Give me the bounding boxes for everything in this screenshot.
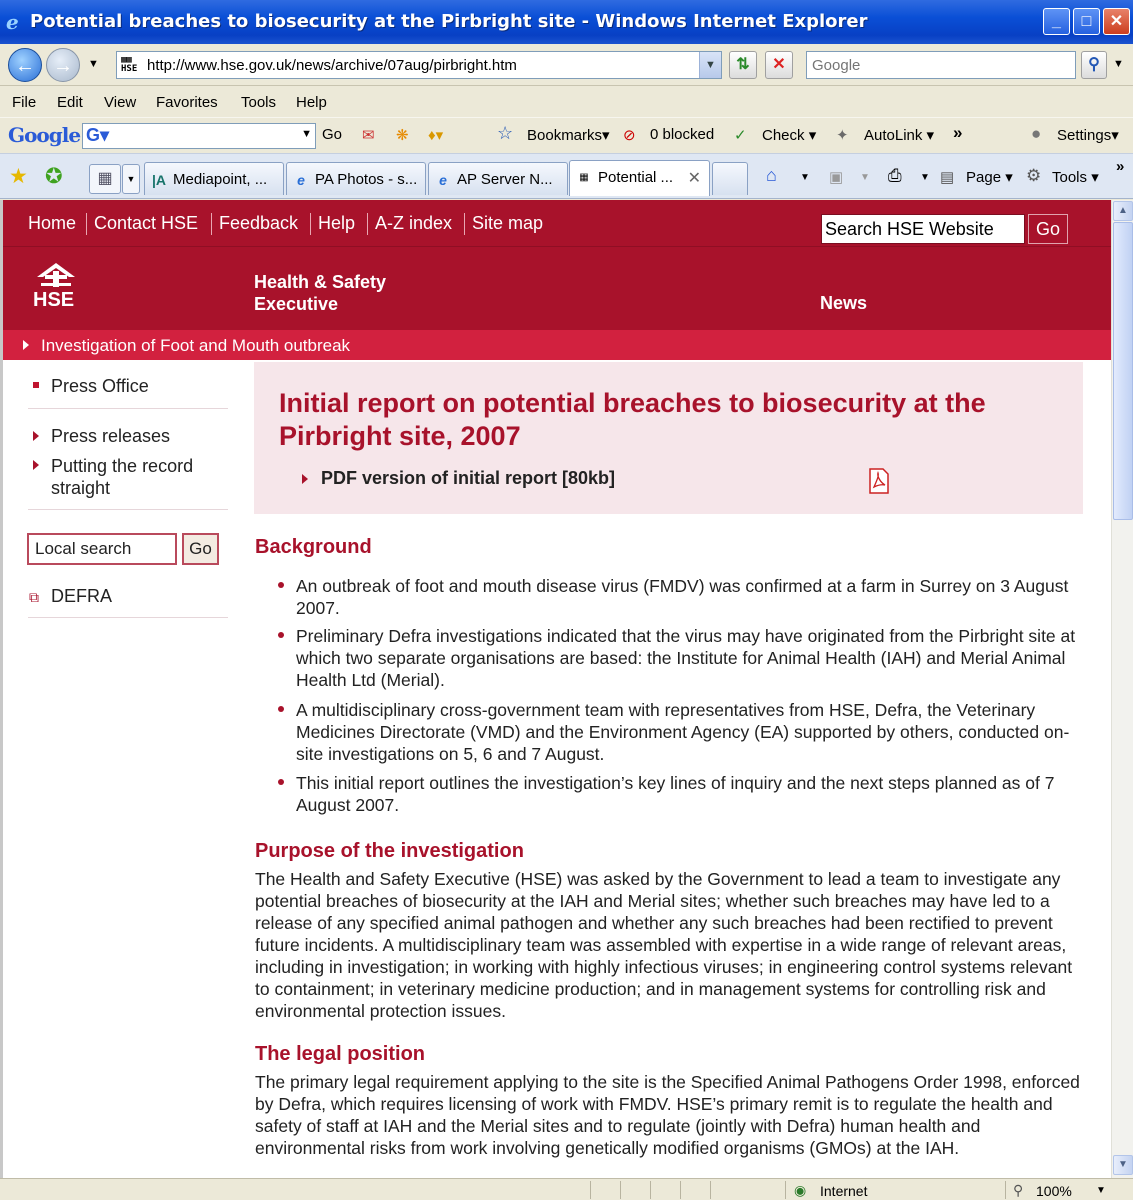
forward-button[interactable] bbox=[46, 48, 80, 82]
favorites-star-icon[interactable]: ★ bbox=[9, 165, 28, 188]
feeds-dropdown-icon[interactable]: ▼ bbox=[860, 172, 870, 183]
autolink-label: AutoLink bbox=[864, 127, 923, 144]
address-dropdown-icon[interactable]: ▼ bbox=[699, 52, 721, 78]
print-icon[interactable]: ⎙ bbox=[888, 166, 902, 185]
google-logo[interactable]: Google bbox=[8, 123, 81, 147]
spellcheck-icon: ✓ bbox=[734, 127, 747, 144]
menu-edit[interactable]: Edit bbox=[57, 94, 83, 111]
local-search-input[interactable] bbox=[29, 535, 175, 563]
hse-banner bbox=[3, 246, 1111, 330]
page-menu-button[interactable]: Page ▾ bbox=[966, 169, 1013, 186]
legal-heading: The legal position bbox=[255, 1043, 426, 1065]
google-go-button[interactable]: Go bbox=[322, 126, 343, 143]
bookmarks-button[interactable]: Bookmarks▾ bbox=[527, 127, 610, 144]
settings-button[interactable]: Settings▾ bbox=[1057, 127, 1119, 144]
page-title: Initial report on potential breaches to biosecurity at the Pirbright site, 2007 bbox=[279, 388, 986, 451]
close-button[interactable]: ✕ bbox=[1103, 8, 1130, 35]
back-button[interactable] bbox=[8, 48, 42, 82]
nav-site-map-link[interactable]: Site map bbox=[472, 213, 544, 233]
background-bullet-3: A multidisciplinary cross-government team with representatives from HSE, Defra, the Veterinary Medicines Directorate (VMD) and the Environment Agency (EA) supported by others, conducted on-site investigations on 5, 6 and 7 August. bbox=[296, 700, 1070, 764]
settings-gear-icon: ● bbox=[1031, 124, 1042, 143]
zoom-icon: ⚲ bbox=[1013, 1182, 1024, 1198]
background-heading: Background bbox=[255, 536, 372, 558]
bookmarks-star-icon: ☆ bbox=[497, 123, 514, 143]
window-title: Potential breaches to biosecurity at the Pirbright site - Windows Internet Explorer bbox=[30, 11, 868, 32]
stop-icon: ✕ bbox=[772, 56, 786, 73]
tab-label: PA Photos - s... bbox=[315, 171, 418, 188]
search-options-dropdown-icon[interactable]: ▼ bbox=[1113, 58, 1124, 70]
check-label: Check bbox=[762, 127, 805, 144]
nav-az-index-link[interactable]: A-Z index bbox=[375, 213, 453, 233]
menu-bar bbox=[0, 87, 1133, 117]
purpose-heading: Purpose of the investigation bbox=[255, 840, 524, 862]
quick-tabs-button[interactable] bbox=[89, 164, 121, 194]
org-line-2: Executive bbox=[254, 294, 339, 314]
scroll-down-arrow[interactable]: ▼ bbox=[1113, 1155, 1133, 1175]
address-bar[interactable] bbox=[116, 51, 722, 79]
hse-logo[interactable] bbox=[31, 261, 81, 311]
magnifier-icon: ⚲ bbox=[1088, 56, 1100, 73]
ie-page-icon: e bbox=[439, 172, 447, 188]
status-separator bbox=[620, 1181, 621, 1199]
tools-menu-button[interactable]: Tools ▾ bbox=[1052, 169, 1099, 186]
tools-gear-icon: ⚙ bbox=[1026, 166, 1042, 185]
triangle-bullet-icon bbox=[302, 474, 308, 484]
nav-separator bbox=[367, 213, 368, 235]
history-dropdown-icon[interactable]: ▼ bbox=[88, 58, 99, 70]
status-separator bbox=[650, 1181, 651, 1199]
tab-list-dropdown[interactable]: ▼ bbox=[122, 164, 140, 194]
square-bullet-icon bbox=[33, 382, 39, 388]
home-dropdown-icon[interactable]: ▼ bbox=[800, 172, 810, 183]
background-bullet-1: An outbreak of foot and mouth disease virus (FMDV) was confirmed at a farm in Surrey on 3 August 2007. bbox=[296, 576, 1069, 618]
tab-row bbox=[0, 153, 1133, 199]
check-button[interactable]: Check ▾ bbox=[762, 127, 817, 144]
security-zone-label: Internet bbox=[820, 1183, 868, 1199]
menu-view[interactable]: View bbox=[104, 94, 137, 111]
breadcrumb bbox=[3, 330, 1111, 360]
tools-menu-label: Tools bbox=[1052, 169, 1088, 186]
menu-help[interactable]: Help bbox=[296, 94, 327, 111]
search-button[interactable] bbox=[1081, 51, 1107, 79]
status-separator bbox=[710, 1181, 711, 1199]
bullet-dot-icon bbox=[278, 632, 284, 638]
left-divider bbox=[28, 509, 228, 510]
ie-page-icon: e bbox=[297, 172, 305, 188]
back-arrow-icon: ← bbox=[15, 55, 35, 77]
google-search-dropdown-icon[interactable]: ▼ bbox=[301, 128, 312, 140]
nav-help-link[interactable]: Help bbox=[318, 213, 356, 233]
refresh-icon: ⇅ bbox=[736, 56, 750, 73]
bullet-dot-icon bbox=[278, 706, 284, 712]
org-line-1: Health & Safety bbox=[254, 272, 387, 292]
close-tab-icon[interactable]: ✕ bbox=[687, 170, 701, 187]
status-bar bbox=[0, 1178, 1133, 1200]
breadcrumb-link[interactable]: Investigation of Foot and Mouth outbreak bbox=[41, 336, 351, 355]
section-title: News bbox=[820, 293, 868, 313]
record-line-1: Putting the record bbox=[51, 456, 194, 476]
page-viewport bbox=[0, 200, 1111, 1178]
tab-potential-active[interactable] bbox=[569, 160, 710, 196]
google-search-box[interactable] bbox=[82, 123, 316, 149]
internet-globe-icon: ◉ bbox=[794, 1182, 807, 1198]
triangle-bullet-icon bbox=[33, 431, 39, 441]
tab-pa-photos[interactable] bbox=[286, 162, 426, 195]
address-row bbox=[0, 44, 1133, 86]
minimize-button[interactable]: _ bbox=[1043, 8, 1070, 35]
browser-search-box[interactable] bbox=[806, 51, 1076, 79]
scroll-thumb[interactable] bbox=[1113, 222, 1133, 520]
settings-label: Settings bbox=[1057, 127, 1112, 144]
add-favorite-icon[interactable]: ✪ bbox=[45, 165, 63, 188]
hse-search-input[interactable] bbox=[822, 215, 1024, 243]
scroll-up-arrow[interactable]: ▲ bbox=[1113, 201, 1133, 221]
menu-favorites[interactable]: Favorites bbox=[156, 94, 218, 111]
putting-record-straight-link[interactable] bbox=[51, 455, 193, 499]
toolbar-mail-icon[interactable]: ✉ bbox=[362, 127, 375, 144]
external-link-icon: ⧉ bbox=[29, 589, 39, 605]
mediapoint-favicon-icon: |A bbox=[151, 172, 167, 188]
record-line-2: straight bbox=[51, 478, 111, 498]
legal-paragraph: The primary legal requirement applying to the site is the Specified Animal Pathogens Order 1998, enforced by Defra, which requires licensing of work with FMDV. HSE’s primary remit is to regulate the health and safety of staff at IAH and the Merial sites and to regulate (jointly with Defra) human health and environmental risks from work involving genetically modified organisms (GMOs) at the IAH. bbox=[255, 1072, 1080, 1158]
background-bullet-2: Preliminary Defra investigations indicated that the virus may have originated from the Pirbright site at which two separate organisations are based: the Institute for Animal Health (IAH) and Merial Animal Health Ltd (Merial). bbox=[296, 626, 1076, 690]
nav-contact-link[interactable]: Contact HSE bbox=[94, 213, 199, 233]
bullet-dot-icon bbox=[278, 582, 284, 588]
hse-org-name bbox=[254, 271, 386, 315]
tab-tools-chevron[interactable]: » bbox=[1116, 158, 1125, 175]
window-title-bar bbox=[0, 0, 1133, 44]
status-separator bbox=[785, 1181, 786, 1199]
triangle-bullet-icon bbox=[33, 460, 39, 470]
pdf-report-link[interactable]: PDF version of initial report [80kb] bbox=[321, 468, 616, 488]
autolink-wand-icon: ✦ bbox=[836, 127, 849, 144]
hse-search-go-button[interactable]: Go bbox=[1028, 214, 1068, 244]
nav-feedback-link[interactable]: Feedback bbox=[219, 213, 299, 233]
forward-arrow-icon: → bbox=[53, 55, 73, 77]
autolink-button[interactable]: AutoLink ▾ bbox=[864, 127, 935, 144]
tab-label: Potential ... bbox=[598, 169, 674, 186]
feeds-icon[interactable]: ▣ bbox=[829, 169, 844, 186]
page-menu-label: Page bbox=[966, 169, 1002, 186]
vertical-scrollbar[interactable] bbox=[1111, 200, 1133, 1178]
menu-file[interactable]: File bbox=[12, 94, 37, 111]
hse-logo-text: HSE bbox=[33, 289, 75, 311]
ie-logo-icon: e bbox=[6, 10, 19, 34]
breadcrumb-arrow-icon bbox=[23, 340, 29, 350]
google-toolbar bbox=[0, 117, 1133, 153]
refresh-button[interactable] bbox=[729, 51, 757, 79]
address-url[interactable]: http://www.hse.gov.uk/news/archive/07aug/pirbright.htm bbox=[147, 57, 517, 74]
background-bullet-4: This initial report outlines the investigation’s key lines of inquiry and the next steps planned as of 7 August 2007. bbox=[296, 773, 1055, 815]
tab-label: AP Server N... bbox=[457, 171, 553, 188]
status-separator bbox=[590, 1181, 591, 1199]
print-dropdown-icon[interactable]: ▼ bbox=[920, 172, 930, 183]
hse-top-nav bbox=[3, 200, 1111, 246]
tab-ap-server[interactable] bbox=[428, 162, 568, 195]
status-separator bbox=[1005, 1181, 1006, 1199]
nav-separator bbox=[86, 213, 87, 235]
press-releases-link[interactable]: Press releases bbox=[51, 426, 171, 446]
hse-favicon-icon: ▦ bbox=[579, 172, 589, 183]
report-title-box bbox=[254, 362, 1083, 514]
stop-button[interactable] bbox=[765, 51, 793, 79]
google-g-icon: G▾ bbox=[86, 125, 110, 145]
home-icon[interactable]: ⌂ bbox=[766, 165, 777, 185]
zoom-level[interactable]: 100% bbox=[1036, 1183, 1072, 1199]
popup-blocked-count[interactable]: 0 blocked bbox=[650, 126, 715, 143]
defra-link[interactable]: DEFRA bbox=[51, 586, 113, 606]
nav-separator bbox=[464, 213, 465, 235]
left-divider bbox=[28, 408, 228, 409]
nav-separator bbox=[310, 213, 311, 235]
toolbar-swirl-icon[interactable]: ❋ bbox=[396, 127, 409, 144]
bookmarks-label: Bookmarks bbox=[527, 127, 603, 144]
menu-tools[interactable]: Tools bbox=[241, 94, 277, 111]
bullet-dot-icon bbox=[278, 779, 284, 785]
pdf-icon[interactable] bbox=[868, 468, 890, 494]
zoom-dropdown-icon[interactable]: ▼ bbox=[1096, 1185, 1106, 1196]
page-icon: ▤ bbox=[940, 169, 955, 186]
hse-search-box[interactable] bbox=[821, 214, 1025, 244]
tab-mediapoint[interactable] bbox=[144, 162, 284, 195]
local-search-go-button[interactable]: Go bbox=[182, 533, 219, 565]
browser-search-input[interactable] bbox=[807, 52, 1075, 78]
new-tab-button[interactable] bbox=[712, 162, 748, 195]
hse-favicon-icon: ▦▦ HSE bbox=[121, 55, 138, 74]
left-divider bbox=[28, 617, 228, 618]
more-tools-chevron[interactable]: » bbox=[953, 123, 963, 142]
maximize-button[interactable]: □ bbox=[1073, 8, 1100, 35]
toolbar-puzzle-icon[interactable]: ♦▾ bbox=[428, 127, 444, 144]
status-separator bbox=[680, 1181, 681, 1199]
quick-tabs-icon: ▦ bbox=[97, 170, 113, 187]
local-search-box[interactable] bbox=[27, 533, 177, 565]
nav-separator bbox=[211, 213, 212, 235]
popup-blocker-icon: ⊘ bbox=[623, 127, 636, 144]
purpose-paragraph: The Health and Safety Executive (HSE) was asked by the Government to lead a team to investigate any potential breaches of biosecurity at the IAH and Merial sites; whether such breaches may have led to a release of any specified animal pathogen and whether any such breaches had been rectified to prevent future incidents. A multidisciplinary team was assembled with expertise in a wide range of relevant areas, including in investigation; in working with highly infectious viruses; in engineering control systems relevant to containment; in veterinary medicine production; and in management systems for controlling risk and environmental protection issues. bbox=[255, 869, 1073, 1021]
tab-label: Mediapoint, ... bbox=[173, 171, 268, 188]
press-office-link[interactable]: Press Office bbox=[51, 376, 149, 396]
nav-home-link[interactable]: Home bbox=[28, 213, 77, 233]
